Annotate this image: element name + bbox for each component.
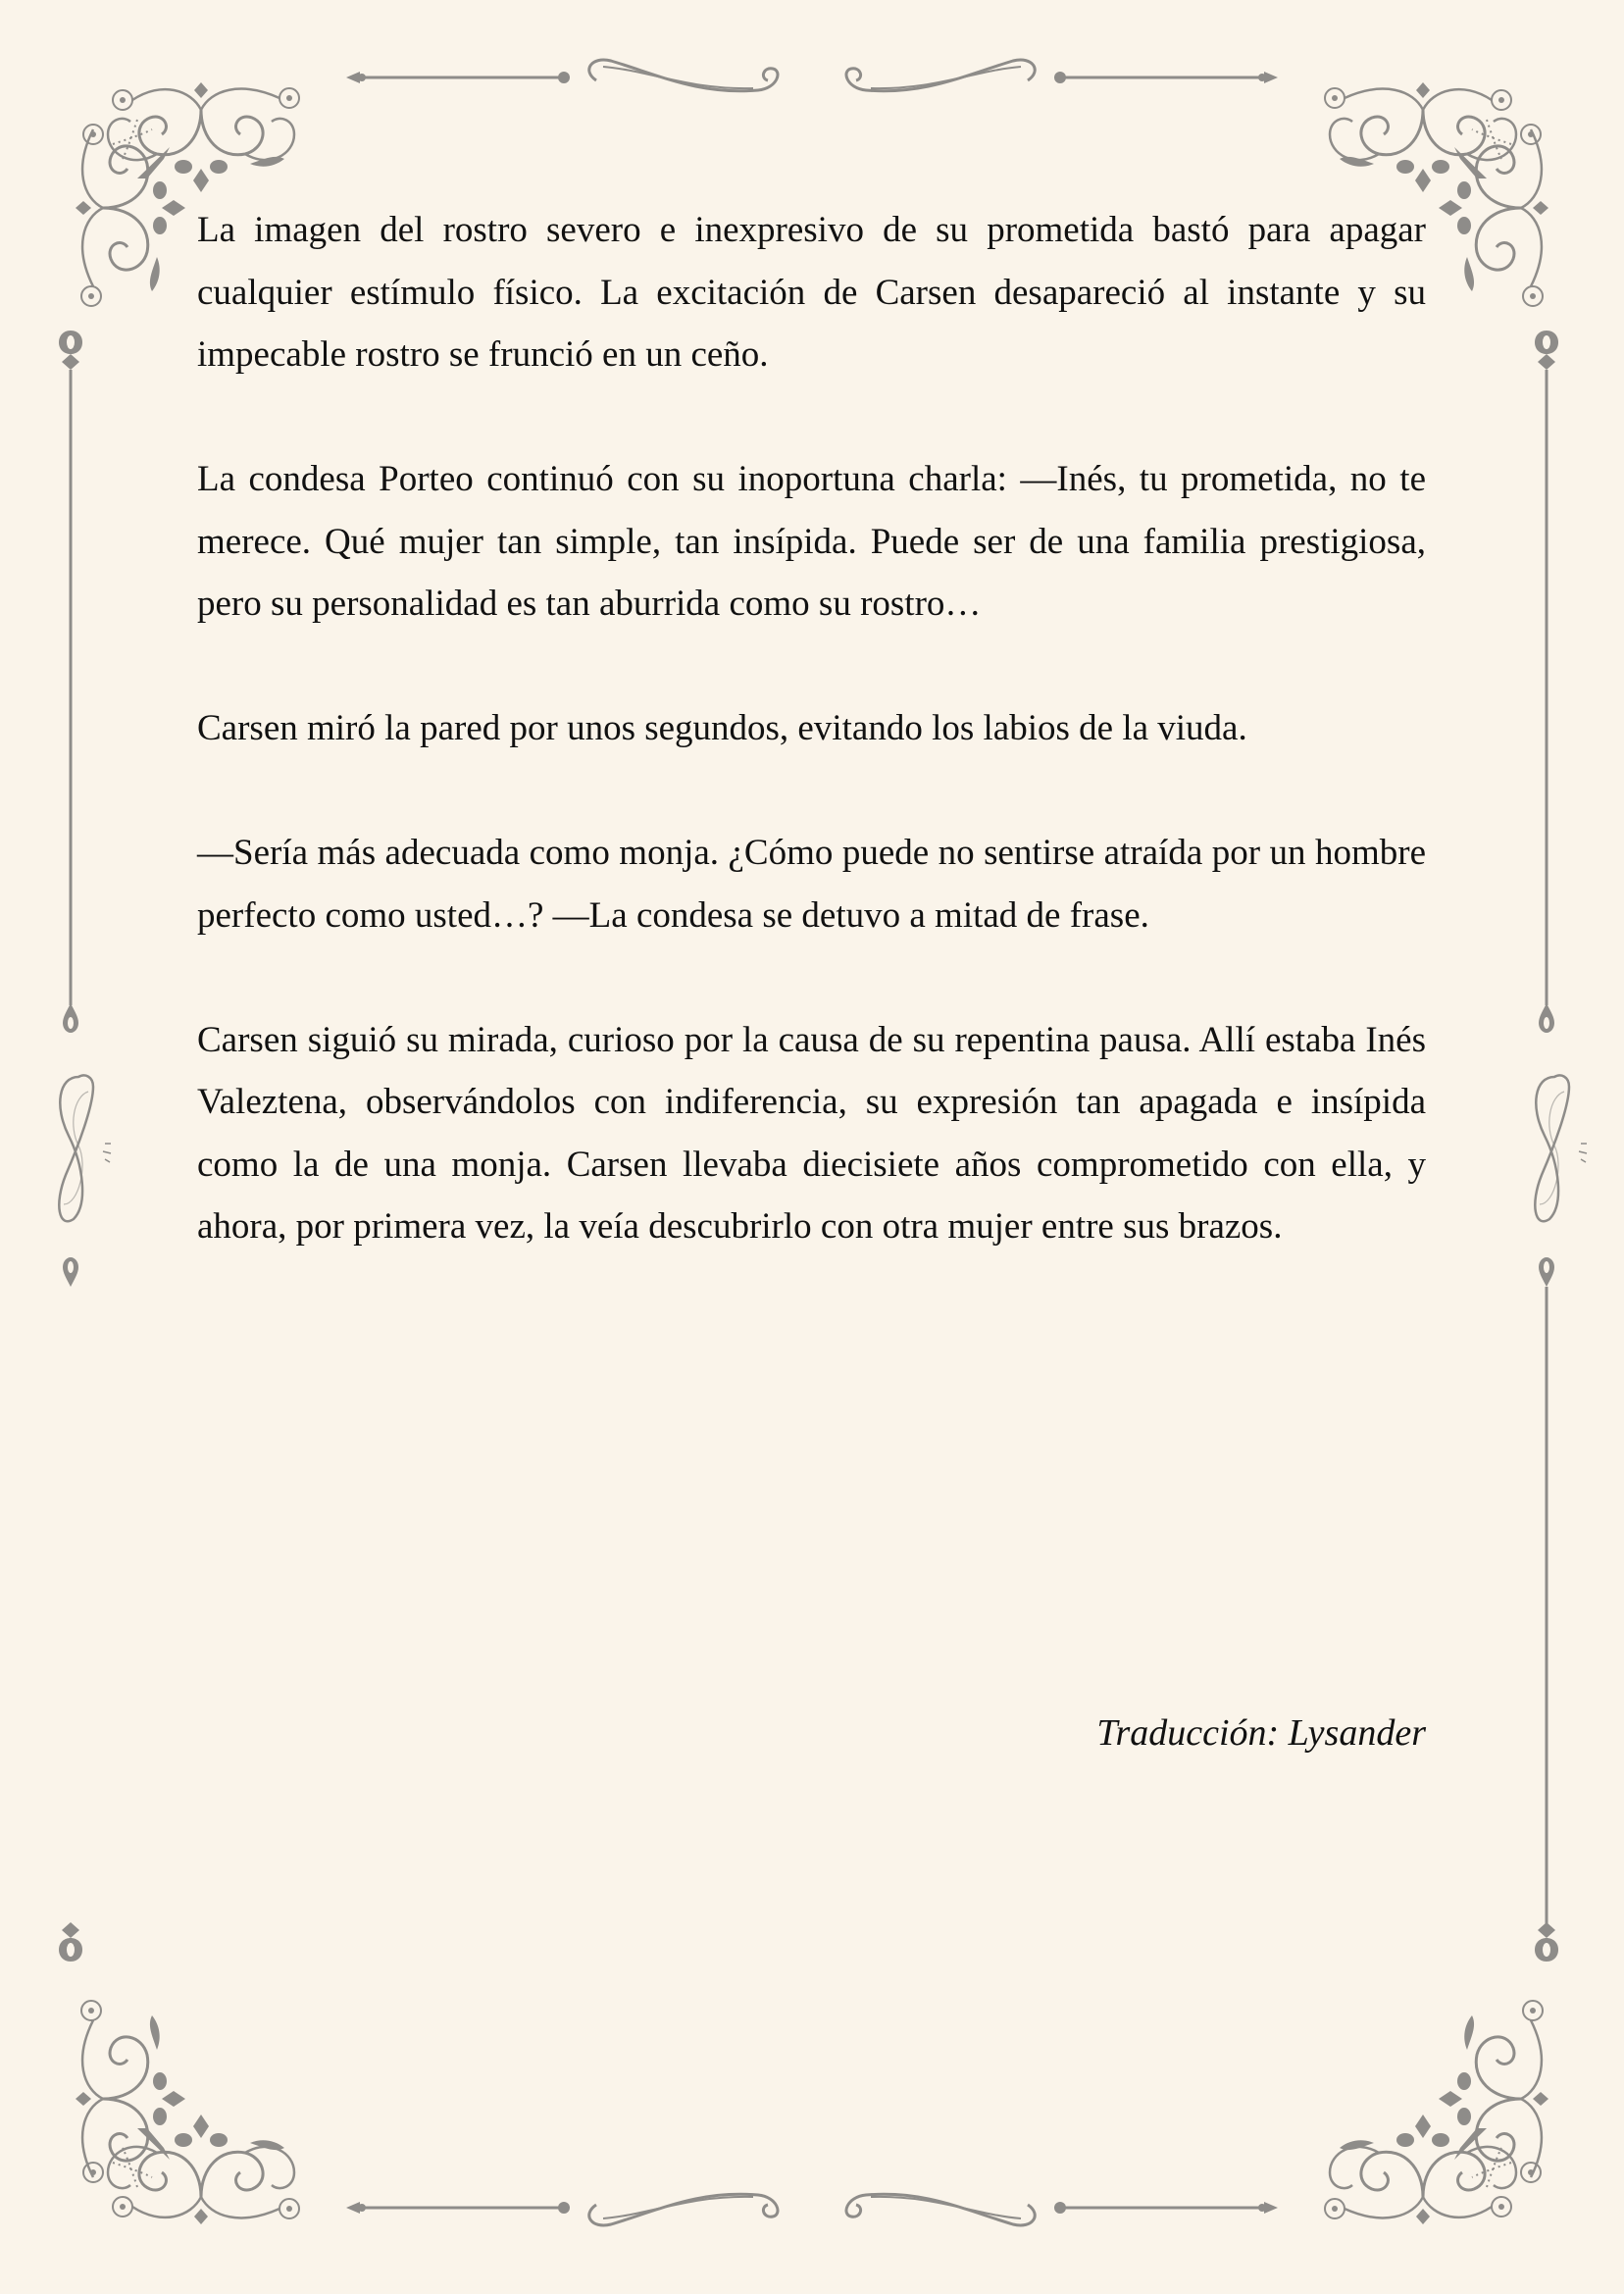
left-bar-lower	[59, 1257, 82, 1963]
left-infinity-ornament	[44, 1067, 123, 1234]
paragraph: —Sería más adecuada como monja. ¿Cómo puede no sentirse atraída por un hombre perfecto como usted…? —La condesa se detuvo a mitad de frase.	[197, 833, 1426, 936]
right-bar-lower	[1535, 1257, 1558, 1963]
paragraph: La imagen del rostro severo e inexpresivo de su prometida bastó para apagar cualquier estímulo físico. La excitación de Carsen desapareció al instante y su impecable rostro se frunció en un ceño.	[197, 210, 1426, 375]
corner-ornament-bottom-left	[54, 1991, 309, 2246]
story-text	[197, 199, 1426, 1320]
left-bar-upper	[59, 329, 82, 1035]
bottom-divider-ornament	[346, 2175, 1278, 2244]
paragraph: Carsen siguió su mirada, curioso por la causa de su repentina pausa. Allí estaba Inés Valeztena, observándolos con indiferencia, su expresión tan apagada e insípida como la de una monja. Carsen llevaba diecisiete años comprometido con ella, y ahora, por primera vez, la veía descubrirlo con otra mujer entre sus brazos.	[197, 1019, 1426, 1247]
translation-credit: Traducción: Lysander	[1096, 1712, 1426, 1754]
right-bar-upper	[1535, 329, 1558, 1035]
paragraph: Carsen miró la pared por unos segundos, evitando los labios de la viuda.	[197, 708, 1247, 748]
right-infinity-ornament	[1520, 1067, 1599, 1234]
top-divider-ornament	[346, 41, 1278, 110]
paragraph: La condesa Porteo continuó con su inoportuna charla: —Inés, tu prometida, no te merece. Qué mujer tan simple, tan insípida. Puede ser de una familia prestigiosa, pero su personalidad es tan aburrida como su rostro…	[197, 459, 1426, 624]
corner-ornament-bottom-right	[1315, 1991, 1570, 2246]
